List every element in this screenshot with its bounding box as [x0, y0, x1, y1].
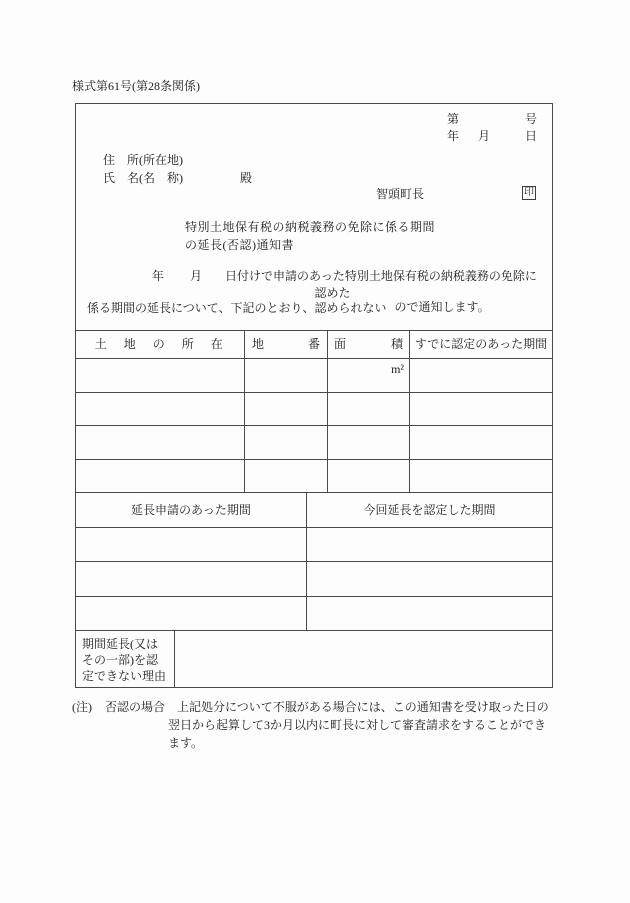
table-cell-empty [245, 426, 328, 460]
table-cell-empty [410, 426, 552, 460]
sender-name: 智頭町長 [376, 187, 425, 201]
body-line2-prefix: 係る期間の延長について、下記のとおり、 [87, 301, 315, 315]
table-cell-empty [76, 426, 245, 460]
header-approved-period: 今回延長を認定した期間 [307, 493, 552, 528]
table-cell-empty [307, 597, 552, 631]
doc-no-prefix: 第 [447, 112, 460, 126]
address-label: 住 所(所在地) [103, 153, 183, 167]
denial-reason-cell-empty [175, 631, 552, 688]
option-accepted: 認めた [314, 286, 351, 300]
table-cell-empty [245, 460, 328, 494]
table-cell-empty [76, 460, 245, 494]
table-cell-empty [307, 528, 552, 562]
notice-box [75, 103, 553, 688]
date-month-label: 月 [478, 129, 491, 143]
table-cell-empty [328, 460, 410, 494]
body-line2-suffix: ので通知します。 [394, 300, 490, 314]
table-cell-empty [76, 393, 245, 427]
table-cell-empty [76, 562, 307, 596]
body-year-label: 年 [152, 269, 165, 283]
decision-options [315, 286, 387, 316]
honorific: 殿 [240, 171, 253, 185]
header-area: 面 積 [328, 331, 410, 359]
form-number: 様式第61号(第28条関係) [72, 79, 200, 93]
document-title-line1: 特別土地保有税の納税義務の免除に係る期間 [185, 220, 436, 234]
land-table [76, 330, 552, 493]
body-line2 [87, 286, 490, 316]
note-line-1: 否認の場合 上記処分について不服がある場合には、この通知書を受け取った日の [105, 700, 549, 714]
body-month-label: 月 [190, 269, 203, 283]
document-title-line2: の延長(否認)通知書 [185, 238, 294, 252]
date-year-label: 年 [447, 129, 460, 143]
table-cell-empty [245, 359, 328, 393]
denial-reason-row [76, 630, 552, 688]
document-title [185, 218, 435, 254]
note-line-2: 翌日から起算して3か月以内に町長に対して審査請求をすることができ [168, 718, 547, 732]
option-denied: 認められない [314, 301, 387, 315]
header-land-location: 土 地 の 所 在 [76, 331, 245, 359]
extension-table [76, 492, 552, 631]
name-label: 氏 名(名 称) [103, 171, 183, 185]
table-cell-empty [410, 359, 552, 393]
seal-icon: 印 [524, 187, 534, 198]
denial-reason-label: 期間延長(又は その一部)を認 定できない理由 [76, 631, 175, 688]
header-requested-period: 延長申請のあった期間 [76, 493, 307, 528]
date-day-label: 日 [525, 129, 538, 143]
table-cell-empty [410, 460, 552, 494]
header-lot-number: 地 番 [245, 331, 328, 359]
header-certified-period: すでに認定のあった期間 [410, 331, 552, 359]
table-cell-empty [76, 528, 307, 562]
body-line1 [152, 269, 537, 284]
table-cell-empty [328, 426, 410, 460]
table-cell-empty [76, 597, 307, 631]
note-label: (注) [72, 700, 92, 714]
table-cell-empty [307, 562, 552, 596]
body-line1-text: 日付けで申請のあった特別土地保有税の納税義務の免除に [225, 269, 537, 283]
doc-no-suffix: 号 [525, 112, 538, 126]
table-cell-empty [245, 393, 328, 427]
table-cell-empty [410, 393, 552, 427]
area-unit-cell: m² [328, 359, 410, 393]
table-cell-empty [328, 393, 410, 427]
note-line-3: ます。 [168, 736, 204, 750]
table-cell-empty [76, 359, 245, 393]
